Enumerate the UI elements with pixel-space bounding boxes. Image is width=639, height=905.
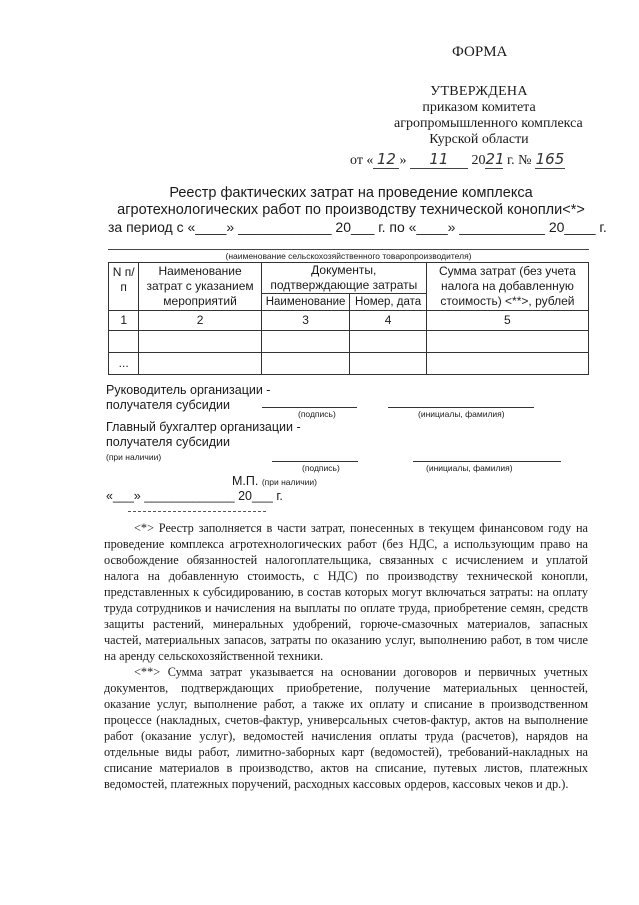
form-label: ФОРМА [452, 44, 508, 60]
decree-number: 165 [535, 150, 565, 168]
approved-line-3: агропромышленного комплекса [394, 116, 583, 131]
table-cell[interactable] [139, 331, 261, 353]
decree-mid: » [399, 153, 407, 168]
header-sum: Сумма затрат (без учета налога на добавленную стоимость) <**>, рублей [426, 263, 588, 311]
col-number-3: 3 [261, 311, 350, 331]
accountant-name-caption: (инициалы, фамилия) [426, 463, 513, 473]
table-cell[interactable] [109, 331, 139, 353]
footnote-2: <**> Сумма затрат указывается на основании договоров и первичных учетных документов, подтверждающих приобретение, получение материальных ценностей, оказание услуг, выполнение работ, а также их оплату и списание в производственном процессе (накладных, счетов-фактур, универсальных счетов-фактур, актов на выполнение работ (оказание услуг), ведомостей начисления оплаты труда (расчетов), нарядов на отдельные виды работ, лимитно-заборных карт (ведомостей), требований-накладных на списание материалов в производство, актов на списание, путевых листов, платежных ведомостей, платежных поручений, расходных кассовых ордеров, кассовых чеков и др.). [104, 665, 588, 791]
stamp-label [232, 474, 317, 488]
decree-month: 11 [410, 150, 468, 169]
head-signature-caption: (подпись) [298, 409, 336, 419]
head-label-1: Руководитель организации - [106, 383, 271, 397]
table-cell[interactable] [350, 353, 426, 375]
col-number-1: 1 [109, 311, 139, 331]
approved-line-2: приказом комитета [422, 100, 536, 115]
footnote-separator [128, 511, 266, 512]
accountant-name-line[interactable] [413, 461, 561, 462]
footnote-1: <*> Реестр заполняется в части затрат, понесенных в текущем финансовом году на проведение комплекса агротехнологических работ (без НДС, а использующим право на освобождение обязанностей налогоплательщика, связанных с исчислением и уплатой налога на добавленную стоимость, с НДС) по производству технической конопли, представленных к субсидированию, в состав которых могут включаться затраты: на оплату труда сотрудников и начисления на выплаты по оплате труда, приобретение семян, средств защиты растений, минеральных удобрений, горюче-смазочных материалов, запасных частей, материальных запасов, затраты по оказанию услуг, выполнению работ, в том числе на аренду сельскохозяйственной техники. [104, 521, 588, 663]
table-cell[interactable] [426, 353, 588, 375]
footnotes [104, 520, 588, 792]
signature-date: «___» _____________ 20___ г. [106, 489, 283, 503]
table-cell[interactable] [426, 331, 588, 353]
accountant-signature-line[interactable] [272, 461, 358, 462]
stamp-mp: М.П. [232, 474, 259, 488]
table-cell[interactable] [261, 331, 350, 353]
table-row-numbers [109, 311, 589, 331]
head-name-line[interactable] [388, 407, 534, 408]
decree-year-prefix: 20 [471, 153, 486, 168]
col-number-5: 5 [426, 311, 588, 331]
period-line: за период с «____» ____________ 20___ г. по «____» ___________ 20____ г. [108, 219, 607, 235]
header-num: N п/п [109, 263, 139, 311]
accountant-label-1: Главный бухгалтер организации - [106, 420, 301, 434]
table-row [109, 353, 589, 375]
header-docs: Документы, подтверждающие затраты [261, 263, 426, 294]
header-docs-num: Номер, дата [350, 294, 426, 311]
header-docs-name: Наименование [261, 294, 350, 311]
accountant-signature-caption: (подпись) [302, 463, 340, 473]
accountant-if-any: (при наличии) [106, 452, 162, 462]
expense-register-table [108, 262, 589, 375]
decree-prefix: от « [350, 153, 374, 168]
org-name-caption: (наименование сельскохозяйственного товаропроизводителя) [225, 251, 472, 261]
col-number-4: 4 [350, 311, 426, 331]
head-name-caption: (инициалы, фамилия) [418, 409, 505, 419]
decree-day: 12 [373, 150, 399, 169]
accountant-label-2: получателя субсидии [106, 435, 230, 449]
header-name: Наименование затрат с указанием мероприятий [139, 263, 261, 311]
table-row [109, 331, 589, 353]
table-cell[interactable] [139, 353, 261, 375]
decree-year-suffix: г. № [506, 153, 532, 168]
org-name-line [108, 249, 589, 250]
table-cell-ellipsis: ... [109, 353, 139, 375]
table-cell[interactable] [261, 353, 350, 375]
document-title: Реестр фактических затрат на проведение комплекса агротехнологических работ по производству технической конопли<*> [117, 185, 585, 218]
decree-year: 21 [485, 150, 505, 168]
head-signature-line[interactable] [262, 407, 357, 408]
col-number-2: 2 [139, 311, 261, 331]
approved-label: УТВЕРЖДЕНА [430, 84, 528, 99]
table-cell[interactable] [350, 331, 426, 353]
stamp-note: (при наличии) [261, 477, 317, 487]
decree-line [350, 150, 565, 169]
head-label-2: получателя субсидии [106, 398, 230, 412]
approved-line-4: Курской области [429, 132, 529, 147]
